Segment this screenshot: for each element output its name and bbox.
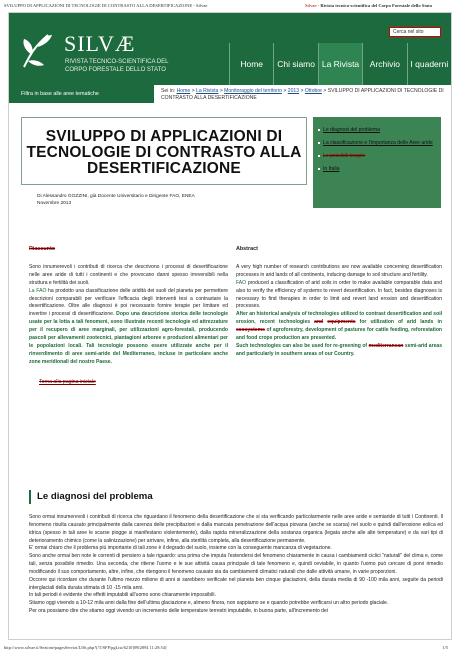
site-banner	[9, 13, 451, 85]
abstract-heading: Abstract	[236, 246, 258, 252]
nav-la-rivista[interactable]: La Rivista	[318, 43, 362, 85]
toc-item-classificazione[interactable]: La classificazione e l'importanza delle Aree aride	[319, 140, 435, 147]
abstract-paragraph: Such technologies can also be used for re-greening of mediterranean semi-arid areas and particularly in southern areas of our Country.	[236, 342, 443, 357]
riassunto-heading: Riassunto	[29, 246, 56, 252]
author-byline: Di Alessandro GOZZINI, già Docente Universitario e Dirigente FAO, ENEA Novembre 2013	[37, 194, 195, 206]
table-of-contents	[313, 117, 441, 208]
toc-item-italia[interactable]: In Italia	[319, 166, 435, 173]
abstract-column	[236, 246, 442, 359]
back-to-home-link[interactable]: Torna alla pagina iniziale	[39, 378, 96, 385]
section-paragraph: Sono anche ormai ben note le correnti di pensiero a tale riguardo: una prima che imputa l'estendersi del fenomeno chiaramente in causa i cambiamenti ciclici "naturali" del clima e, come tali, senza possibile rimedio. Una seconda, che ritiene l'uomo e le sue attività causa principale di tale fenomeno e, quindi ovviabile, in quanto l'uomo può cercare di porvi rimedio modificando il suo comportamento, altre, infine, che ritengono il fenomeno causato sia da cambiamenti climatici naturali che dalle attività umane, in varie proporzioni.	[29, 553, 443, 575]
filter-themes-bar[interactable]: Filtra in base alle aree tematiche	[9, 85, 154, 103]
section-paragraph: Per ora possiamo dire che stiamo oggi vivendo un incremento delle temperature terrestri imputabile, in buona parte, all'incremento dei	[29, 608, 328, 615]
page-title: SVILUPPO DI APPLICAZIONI DI TECNOLOGIE DI CONTRASTO ALLA DESERTIFICAZIONE	[26, 128, 302, 177]
section-diagnosi	[29, 490, 443, 640]
abstract-paragraph: A very high number of research contributions are now available concerning desertification processes in arid lands of all continents, inducing damage to soil structure and fertility.	[236, 263, 442, 278]
leaf-logo-icon[interactable]	[18, 29, 58, 71]
breadcrumb: Sei in: Home > La Rivista > Monitoraggio del territorio > 2013 > Ottobre > SVILUPPO DI APPLICAZIONI DI TECNOLOGIE DI CONTRASTO ALLA DESERTIFICAZIONE	[161, 88, 444, 101]
main-nav	[229, 43, 451, 85]
section-title: Le diagnosi del problema	[29, 490, 153, 504]
page	[8, 12, 452, 640]
breadcrumb-rivista[interactable]: La Rivista	[195, 88, 219, 94]
riassunto-column	[29, 246, 228, 387]
nav-i-quaderni[interactable]: I quaderni	[407, 43, 451, 85]
site-subtitle: RIVISTA TECNICO-SCIENTIFICA DEL CORPO FORESTALE DELLO STATO	[65, 59, 169, 73]
print-header-title: SVILUPPO DI APPLICAZIONI DI TECNOLOGIE DI CONTRASTO ALLA DESERTIFICAZIONE - Silvae	[4, 3, 208, 8]
riassunto-paragraph: Sono innumerevoli i contributi di ricerca che descrivono i processi di desertificazione nelle aree aride di tutti i continenti e che provocano danni spesso irreversibili nella struttura e fertilità dei suoli.	[29, 263, 228, 286]
site-brand[interactable]: SILVÆ	[64, 31, 136, 56]
toc-item-terapie[interactable]: Le possibili terapie	[319, 153, 435, 160]
toc-item-diagnosi[interactable]: Le diagnosi del problema	[319, 127, 435, 134]
abstract-paragraph: After an historical analysis of technologies utilized to contrast desertification and soil erosion, recent technologies and equipments for utilization of arid lands in ecosystems of agroforestry, development of pastures for cattle feeding, reforestation and food crops production are presented.	[236, 311, 442, 342]
section-paragraph: Occorre qui ricordare che durante l'ultimo mezzo milione di anni si sarebbero verificate nel pianeta ben cinque glaciazioni, della durata media di 90 -100 mila anni, seguite da periodi interglaciali della durata stimata di 10 -15 mila anni.	[29, 576, 443, 591]
section-paragraph: In tali periodi è evidente che effetti imputabili all'uomo sono chiaramente impossibili.	[29, 592, 216, 599]
nav-home[interactable]: Home	[229, 43, 273, 85]
nav-chi-siamo[interactable]: Chi siamo	[273, 43, 317, 85]
riassunto-paragraph: La FAO ha prodotto una classificazione delle aridità dei suoli del pianeta per permettere descrizioni comparabili per verificare l'efficacia degli interventi tesi a contrastare la desertificazione. Oltre alle diagnosi è poi necessario fornire terapie per limitare ed invertire i processi di desertificazione. Dopo una descrizione storica delle tecnologie usate per la lotta a tali fenomeni, sono illustrate recenti tecnologie ed attrezzature per il recupero di aree marginali, per utilizzazioni agro-forestali, producendo pascoli per allevamenti zootecnici, piantagioni arboree e produzioni alimentari per le popolazioni locali. Tali tecnologie possono essere utilizzate anche per il rinverdimento di aree semi-aride del Mediterraneo, incluse in particolare anche zone meridionali del nostro Paese.	[29, 287, 228, 365]
breadcrumb-current: SVILUPPO DI APPLICAZIONI DI TECNOLOGIE DI CONTRASTO ALLA DESERTIFICAZIONE	[161, 88, 444, 101]
section-paragraph: E' ormai chiaro che il problema più importante di tali zone è il degrado del suolo, insieme con la conseguente mancanza di vegetazione.	[29, 545, 332, 552]
search-input[interactable]: Cerca nel sito	[389, 27, 441, 37]
breadcrumb-monitoraggio[interactable]: Monitoraggio del territorio	[224, 88, 282, 94]
print-header-site: Silvae - Rivista tecnico-scientifica del Corpo Forestale dello Stato	[305, 3, 432, 8]
print-footer-page: 1/5	[442, 645, 448, 650]
section-paragraph: Sono ormai innumerevoli i contributi di ricerca che riguardano il fenomeno della desertificazione che si sta verificando particolarmente nelle aree aride e semiaride di tutti i Continenti. Il fenomeno risulta causato principalmente dalla carenza delle precipitazioni e dalla mancata penetrazione dell'acqua piovana (anche se scarsa) nel suolo e quindi dall'erosione eolica ed idrica (spesso in tali aree le scarse piogge si manifestano violentemente), dalla rapida mineralizzazione della sostanza organica (legata anche alle alte temperature) e da vari tipi di deterioramento chimico (come la salinizzazione) per arrivare, infine, alla sterilità completa, alla desertificazione permanente.	[29, 514, 443, 544]
breadcrumb-year[interactable]: 2013	[287, 88, 300, 94]
section-paragraph: Stiamo oggi vivendo a 10-12 mila anni dalla fine dell'ultima glaciazione e, almeno finora, non sappiamo se e quando potrebbe verificarsi un altro periodo glaciale.	[29, 600, 389, 607]
print-footer-url: http://www.silvae.it/Sezione/pagesServizi/LISt.php?(/T/SFP/pgList/6210]09f2894 11:28:54]	[4, 645, 167, 650]
breadcrumb-home[interactable]: Home	[176, 88, 191, 94]
nav-archivio[interactable]: Archivio	[362, 43, 406, 85]
section-body	[29, 514, 443, 616]
print-header	[0, 0, 458, 12]
breadcrumb-month[interactable]: Ottobre	[304, 88, 322, 94]
abstract-paragraph: FAO produced a classification of arid soils in order to make available comparable data and also to verify the efficiency of systems to revert desertification. In fact, besides diagnoses is necessary to find therapies in order to limit and revert land erosion and desertification processes.	[236, 279, 442, 310]
article-title-box	[21, 117, 307, 185]
